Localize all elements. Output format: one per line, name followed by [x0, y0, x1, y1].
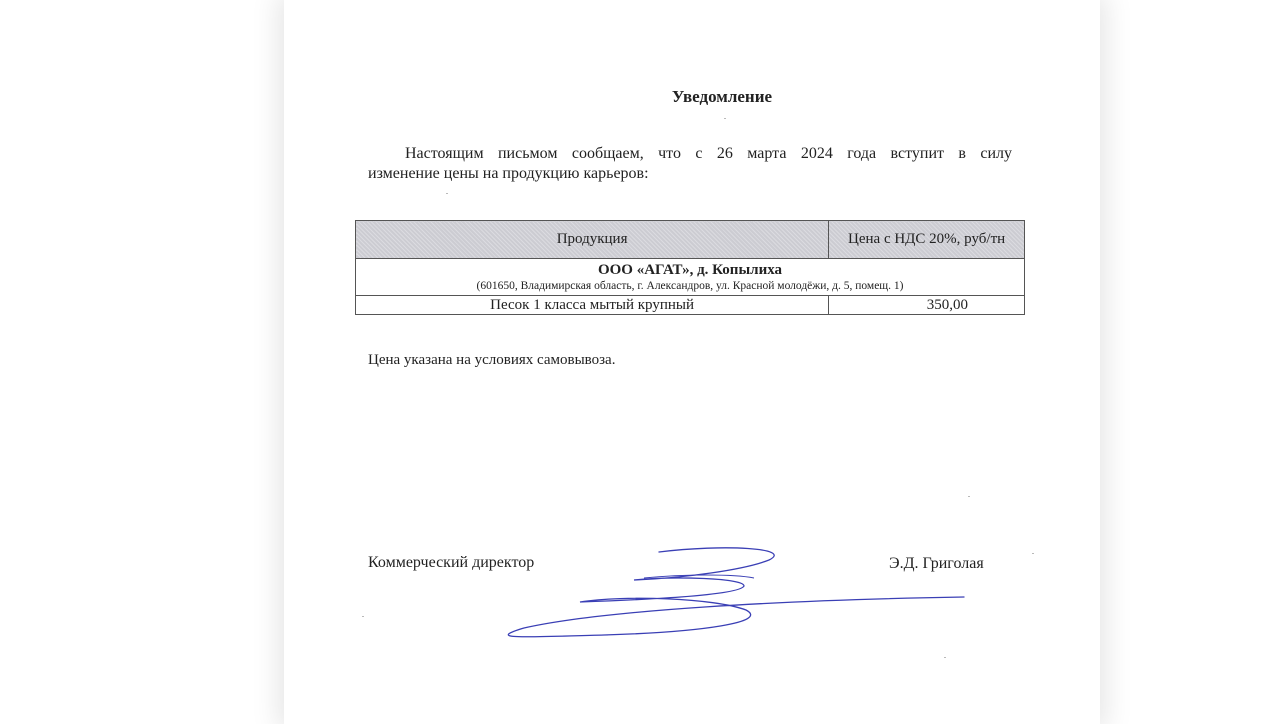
table-row: [356, 296, 1025, 315]
product-cell: Песок 1 класса мытый крупный: [356, 296, 829, 315]
scan-speck: [944, 657, 946, 658]
scan-speck: [724, 118, 726, 119]
scan-speck: [968, 496, 970, 497]
company-row: [356, 259, 1025, 296]
price-cell: 350,00: [829, 296, 1025, 315]
intro-paragraph: [368, 144, 1012, 184]
header-price: Цена с НДС 20%, руб/тн: [829, 221, 1025, 259]
signatory-name: Э.Д. Григолая: [889, 555, 984, 572]
table-header-row: [356, 221, 1025, 259]
company-cell: [356, 259, 1025, 296]
signatory-position: Коммерческий директор: [368, 554, 535, 571]
document-page: [284, 0, 1100, 724]
intro-paragraph-line-2: изменение цены на продукцию карьеров:: [368, 165, 649, 182]
document-title: Уведомление: [671, 87, 773, 106]
pickup-note: Цена указана на условиях самовывоза.: [368, 352, 616, 368]
scan-speck: [1032, 553, 1034, 554]
price-table: [355, 220, 1025, 315]
scan-speck: [362, 616, 364, 617]
company-address: (601650, Владимирская область, г. Александров, ул. Красной молодёжи, д. 5, помещ. 1): [476, 280, 904, 292]
handwritten-signature: [484, 540, 984, 650]
company-name: ООО «АГАТ», д. Копылиха: [597, 262, 783, 278]
header-product: Продукция: [356, 221, 829, 259]
intro-paragraph-line-1: Настоящим письмом сообщаем, что с 26 марта 2024 года вступит в силу: [405, 145, 1012, 162]
scan-speck: [446, 193, 448, 194]
